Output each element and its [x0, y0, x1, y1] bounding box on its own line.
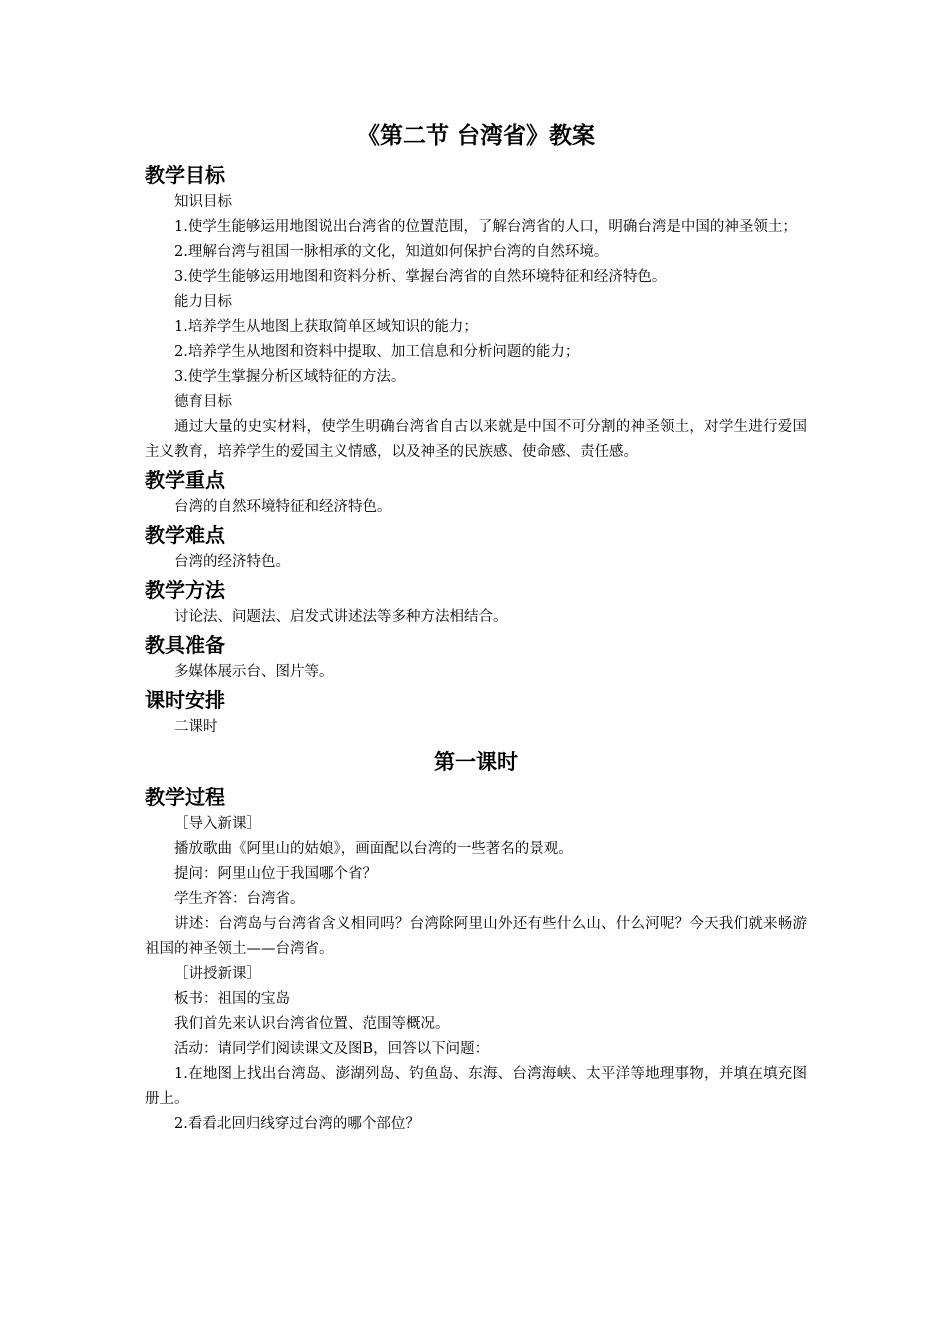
- process-line: 学生齐答：台湾省。: [174, 891, 305, 907]
- process-line: 播放歌曲《阿里山的姑娘》，画面配以台湾的一些著名的景观。: [174, 841, 573, 857]
- schedule-text: 二课时: [174, 719, 218, 735]
- ability-goal-3: 3.使学生掌握分析区域特征的方法。: [174, 369, 406, 385]
- knowledge-goal-3: 3.使学生能够运用地图和资料分析、掌握台湾省的自然环境特征和经济特色。: [174, 269, 667, 285]
- moral-goal-label: 德育目标: [174, 394, 232, 410]
- knowledge-goal-2: 2.理解台湾与祖国一脉相承的文化，知道如何保护台湾的自然环境。: [174, 244, 609, 260]
- tools-text: 多媒体展示台、图片等。: [174, 664, 334, 680]
- ability-goal-1: 1.培养学生从地图上获取简单区域知识的能力；: [174, 319, 478, 335]
- process-line: 提问：阿里山位于我国哪个省？: [174, 866, 377, 882]
- heading-objectives: 教学目标: [145, 163, 225, 187]
- moral-goal-text: 通过大量的史实材料，使学生明确台湾省自古以来就是中国不可分割的神圣领土，对学生进行爱国主义教育，培养学生的爱国主义情感，以及神圣的民族感、使命感、责任感。: [145, 419, 807, 460]
- difficulties-text: 台湾的经济特色。: [174, 554, 290, 570]
- ability-goal-label: 能力目标: [174, 294, 232, 310]
- heading-lesson-1: 第一课时: [434, 750, 518, 774]
- process-line: 我们首先来认识台湾省位置、范围等概况。: [174, 1016, 450, 1032]
- knowledge-goal-label: 知识目标: [174, 194, 232, 210]
- heading-key-points: 教学重点: [145, 468, 225, 492]
- heading-schedule: 课时安排: [145, 688, 225, 712]
- process-line: 2.看看北回归线穿过台湾的哪个部位？: [174, 1116, 420, 1132]
- key-points-text: 台湾的自然环境特征和经济特色。: [174, 499, 392, 515]
- methods-text: 讨论法、问题法、启发式讲述法等多种方法相结合。: [174, 609, 508, 625]
- heading-teaching-process: 教学过程: [145, 785, 225, 809]
- heading-methods: 教学方法: [145, 578, 225, 602]
- heading-tools: 教具准备: [145, 633, 225, 657]
- document-page: [145, 118, 807, 1137]
- document-title: 《第二节 台湾省》教案: [356, 123, 595, 149]
- process-line: 活动：请同学们阅读课文及图B，回答以下问题：: [174, 1041, 490, 1057]
- process-line: 1.在地图上找出台湾岛、澎湖列岛、钓鱼岛、东海、台湾海峡、太平洋等地理事物，并填在填充图册上。: [145, 1066, 807, 1107]
- process-line: ［讲授新课］: [174, 966, 261, 982]
- heading-difficulties: 教学难点: [145, 523, 225, 547]
- ability-goal-2: 2.培养学生从地图和资料中提取、加工信息和分析问题的能力；: [174, 344, 580, 360]
- process-line: 讲述：台湾岛与台湾省含义相同吗？台湾除阿里山外还有些什么山、什么河呢？今天我们就来畅游祖国的神圣领土——台湾省。: [145, 916, 807, 957]
- process-line: 板书：祖国的宝岛: [174, 991, 290, 1007]
- knowledge-goal-1: 1.使学生能够运用地图说出台湾省的位置范围，了解台湾省的人口，明确台湾是中国的神圣领土；: [174, 219, 797, 235]
- process-line: ［导入新课］: [174, 816, 261, 832]
